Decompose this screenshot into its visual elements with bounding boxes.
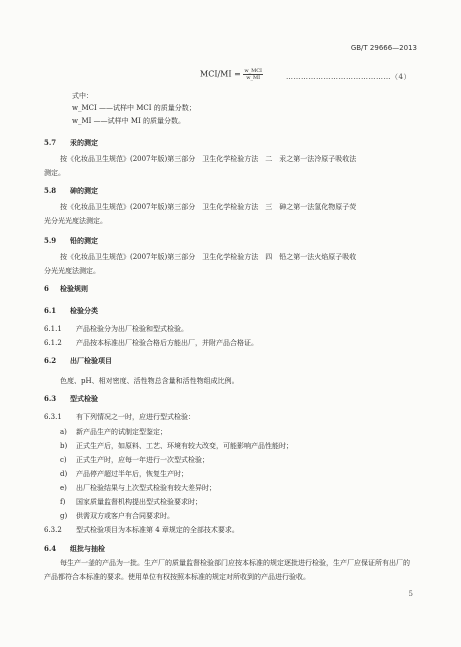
- list-key: g): [60, 512, 68, 520]
- equation-fraction: [243, 68, 263, 81]
- section-num: 6.3: [44, 394, 57, 403]
- section-num: 6.4: [44, 544, 57, 553]
- where-def-2: w_MI ——试样中 MI 的质量分数。: [72, 117, 186, 125]
- equation-numerator: w_MCI: [244, 68, 263, 74]
- section-text: 每生产一釜的产品为一批。生产厂的质量监督检验部门应按本标准的规定逐批进行检验，生产厂应保证所有出厂的产品都符合本标准的要求。使用单位有权按照本标准的规定对所收到的产品进行验收。: [44, 559, 410, 581]
- section-text-line: 光分光光度法测定。: [44, 217, 107, 225]
- chapter-num: 6: [44, 284, 49, 293]
- section-num: 5.7: [44, 138, 57, 147]
- list-item: 产品停产超过半年后，恢复生产时；: [76, 470, 188, 478]
- section-title: 组批与抽检: [70, 544, 105, 553]
- clause-num: 6.3.1: [44, 413, 62, 421]
- equation-lhs: MCI/MI =: [200, 69, 241, 79]
- chapter-title: 检验规则: [60, 284, 88, 293]
- section-title: 检验分类: [70, 306, 98, 315]
- clause-text: 产品按本标准出厂检验合格后方能出厂，并附产品合格证。: [76, 339, 258, 347]
- section-num: 6.2: [44, 356, 57, 365]
- section-text-line: 按《化妆品卫生规范》(2007年版)第三部分 卫生化学检验方法 二 汞之第一法冷原子吸收法: [60, 155, 357, 163]
- clause-num: 6.3.2: [44, 526, 62, 534]
- list-key: c): [60, 456, 67, 464]
- standard-number: GB/T 29666—2013: [350, 44, 417, 52]
- section-title: 汞的测定: [70, 138, 98, 147]
- list-key: f): [60, 498, 66, 506]
- list-key: b): [60, 442, 68, 450]
- section-num: 5.8: [44, 186, 57, 195]
- list-key: d): [60, 470, 68, 478]
- section-title: 型式检验: [70, 394, 98, 403]
- list-item: 国家质量监督机构提出型式检验要求时；: [76, 498, 202, 506]
- clause-num: 6.1.2: [44, 339, 62, 347]
- section-text: 色度、pH、相对密度、活性物总含量和活性物组成比例。: [60, 377, 239, 385]
- section-text-line: 测定。: [44, 169, 65, 177]
- section-text-line: 按《化妆品卫生规范》(2007年版)第三部分 卫生化学检验方法 三 砷之第一法氢化物原子荧: [60, 203, 357, 211]
- section-text-line: 按《化妆品卫生规范》(2007年版)第三部分 卫生化学检验方法 四 铅之第一法火焰原子吸收: [60, 253, 357, 261]
- list-item: 新产品生产的试制定型鉴定；: [76, 428, 167, 436]
- list-item: 正式生产后，如原料、工艺、环境有较大改变，可能影响产品性能时；: [76, 442, 293, 450]
- section-title: 铅的测定: [70, 236, 98, 245]
- section-title: 砷的测定: [70, 186, 98, 195]
- list-item: 出厂检验结果与上次型式检验有较大差异时；: [76, 484, 216, 492]
- section-text-line: 分光光度法测定。: [44, 267, 100, 275]
- clause-text: 有下列情况之一时，应进行型式检验：: [76, 413, 195, 421]
- equation: [200, 68, 263, 81]
- clause-text: 型式检验项目为本标准第 4 章规定的全部技术要求。: [76, 526, 239, 534]
- list-item: 正式生产时，应每一年进行一次型式检验；: [76, 456, 209, 464]
- where-label: 式中：: [72, 92, 93, 100]
- section-title: 出厂检验项目: [70, 356, 112, 365]
- section-num: 5.9: [44, 236, 57, 245]
- clause-text: 产品检验分为出厂检验和型式检验。: [76, 325, 188, 333]
- clause-num: 6.1.1: [44, 325, 62, 333]
- page-number: 5: [408, 590, 413, 598]
- where-def-1: w_MCI ——试样中 MCI 的质量分数；: [72, 104, 196, 112]
- section-num: 6.1: [44, 306, 57, 315]
- list-key: a): [60, 428, 67, 436]
- list-key: e): [60, 484, 67, 492]
- list-item: 供需双方或客户有合同要求时。: [76, 512, 174, 520]
- equation-number: ……………………………………（4）: [286, 73, 411, 81]
- equation-denominator: w_MI: [246, 75, 261, 81]
